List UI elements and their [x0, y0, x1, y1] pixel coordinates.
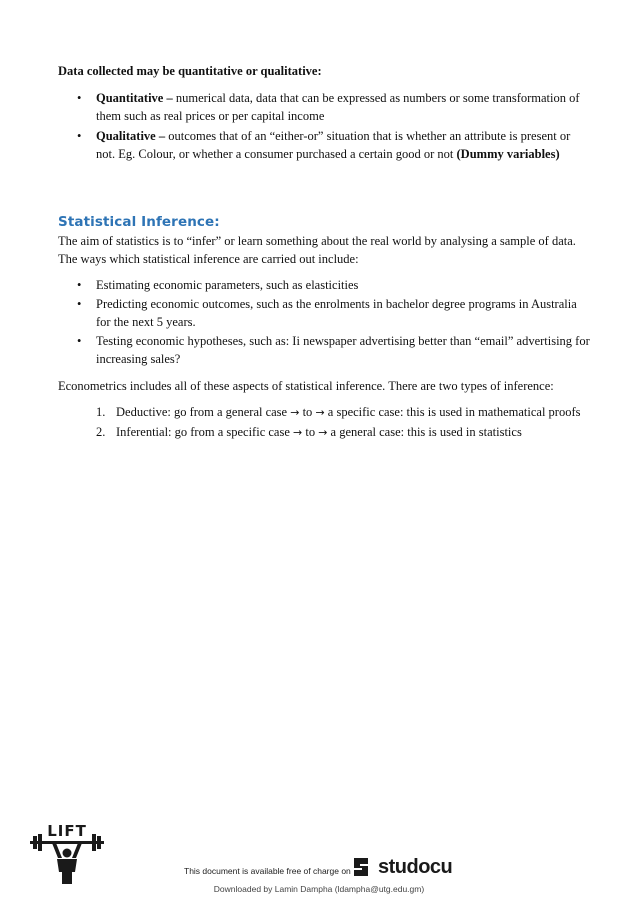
term-quantitative: Quantitative –: [96, 91, 173, 105]
quantitative-description: numerical data, data that can be expressed as numbers or some transformation of them such as real prices or per capital income: [96, 91, 580, 123]
inference-types-list: [58, 403, 588, 443]
arrow-right-icon: →: [315, 406, 325, 419]
bullet-icon: •: [77, 278, 82, 292]
bullet-icon: •: [77, 297, 82, 311]
studocu-logo-icon[interactable]: [350, 855, 374, 879]
data-types-list: [58, 89, 588, 165]
deductive-text-start: Deductive: go from a general case: [116, 405, 291, 419]
inferential-text-mid: to: [302, 425, 319, 439]
inference-ways-list: [58, 276, 593, 369]
list-item-quantitative: [58, 89, 588, 125]
qualitative-description: outcomes that of an “either-or” situation that is whether an attribute is present or not. Eg. Colour, or whether a consumer purchased a certain good or not: [96, 129, 571, 161]
list-item-qualitative: [58, 127, 588, 163]
list-item-text: Estimating economic parameters, such as elasticities: [96, 278, 359, 292]
list-item-inferential: [58, 423, 588, 442]
availability-notice: This document is available free of charge on: [184, 866, 351, 876]
inferential-text-start: Inferential: go from a specific case: [116, 425, 293, 439]
download-attribution: Downloaded by Lamin Dampha (ldampha@utg.edu.gm): [213, 884, 425, 894]
bullet-icon: •: [77, 129, 82, 143]
deductive-text-mid: to: [299, 405, 316, 419]
list-item: [58, 295, 593, 331]
arrow-right-icon: →: [293, 426, 303, 439]
list-number: 1.: [96, 405, 106, 419]
list-item: [58, 276, 593, 294]
deductive-text-end: a specific case: this is used in mathematical proofs: [324, 405, 581, 419]
inferential-text-end: a general case: this is used in statistics: [327, 425, 522, 439]
arrow-right-icon: →: [290, 406, 300, 419]
bullet-icon: •: [77, 91, 82, 105]
list-item-text: Testing economic hypotheses, such as: Ii newspaper advertising better than “email” advertising for increasing sales?: [96, 334, 590, 366]
term-qualitative: Qualitative –: [96, 129, 166, 143]
statistics-aim-paragraph: The aim of statistics is to “infer” or learn something about the real world by analysing a sample of data. The ways which statistical inference are carried out include:: [58, 234, 576, 266]
list-number: 2.: [96, 425, 106, 439]
dummy-variables-note: (Dummy variables): [456, 147, 560, 161]
bullet-icon: •: [77, 334, 82, 348]
lift-logo-icon: [28, 822, 106, 886]
lift-logo-text: LIFT: [47, 822, 87, 840]
section-title-statistical-inference: Statistical Inference:: [58, 214, 220, 230]
studocu-brand-link[interactable]: studocu: [378, 856, 453, 878]
data-types-heading: Data collected may be quantitative or qualitative:: [58, 64, 322, 78]
arrow-right-icon: →: [318, 426, 328, 439]
list-item-deductive: [58, 403, 588, 422]
econometrics-paragraph: Econometrics includes all of these aspects of statistical inference. There are two types of inference:: [58, 379, 554, 393]
list-item: [58, 332, 593, 368]
list-item-text: Predicting economic outcomes, such as the enrolments in bachelor degree programs in Australia for the next 5 years.: [96, 297, 577, 329]
